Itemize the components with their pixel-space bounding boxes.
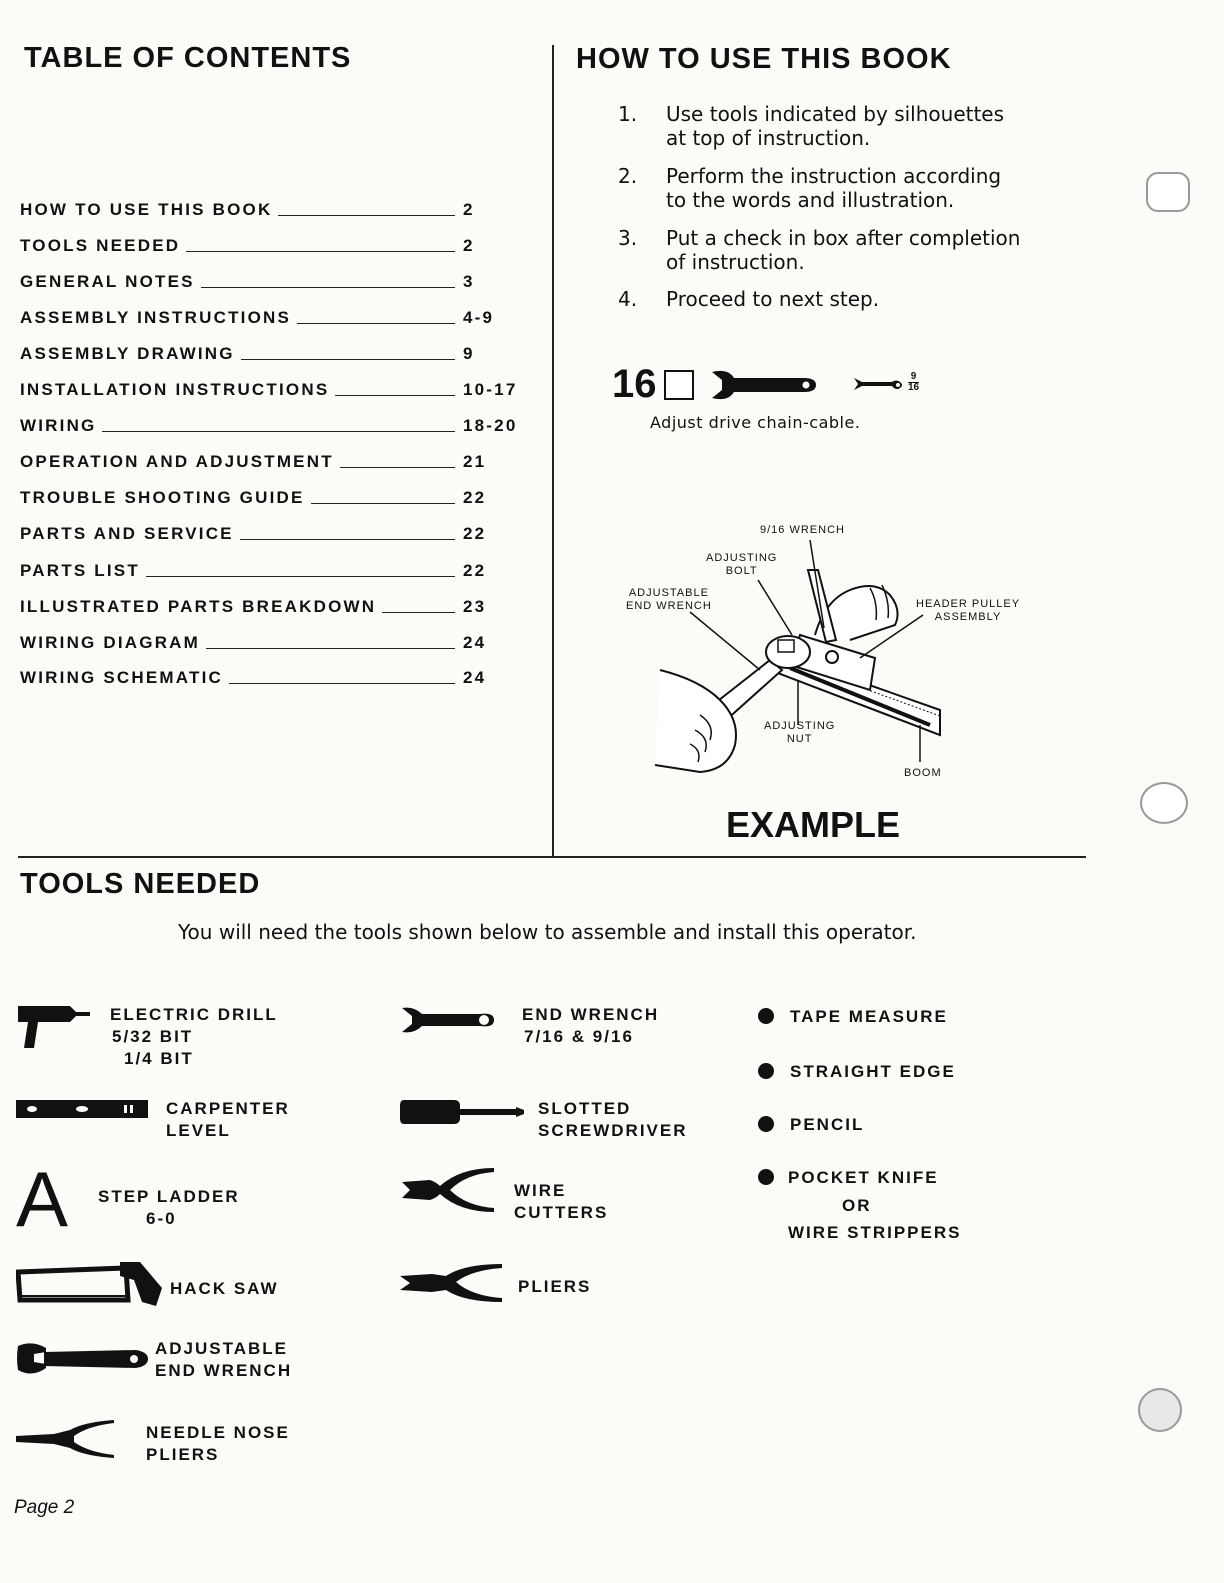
tool-detail: 1/4 BIT (124, 1049, 194, 1068)
tool-detail: 5/32 BIT (112, 1027, 194, 1046)
leader-line (186, 251, 455, 252)
needle-nose-pliers-icon (14, 1418, 118, 1460)
leader-line (297, 323, 455, 324)
tool-detail: 6-0 (146, 1209, 177, 1228)
callout-adjustable-wrench (626, 587, 712, 613)
callout-header-pulley (916, 598, 1020, 624)
tool-name: SLOTTED (538, 1099, 632, 1118)
tool-name: SCREWDRIVER (538, 1121, 688, 1140)
toc-entry[interactable] (20, 557, 525, 581)
binder-hole-middle (1140, 782, 1188, 824)
toc-page: 22 (463, 524, 487, 543)
toc-title: TABLE OF CONTENTS (24, 42, 352, 74)
toc-label: WIRING SCHEMATIC (20, 668, 223, 687)
howto-step-4 (618, 287, 1038, 311)
callout-adjusting-bolt (706, 552, 777, 578)
toc-entry[interactable] (20, 232, 525, 256)
example-instruction: Adjust drive chain-cable. (650, 413, 861, 432)
leader-line (278, 215, 455, 216)
leader-line (241, 359, 455, 360)
example-checkbox[interactable] (664, 370, 694, 400)
toc-label: WIRING DIAGRAM (20, 633, 201, 652)
end-wrench-small-icon (852, 374, 908, 394)
step-text: Use tools indicated by silhouettes (666, 102, 1005, 126)
vertical-divider (552, 45, 554, 857)
toc-entry[interactable] (20, 664, 525, 688)
howto-step-3 (618, 226, 1038, 274)
leader-line (240, 539, 455, 540)
toc-entry[interactable] (20, 629, 525, 653)
howto-title: HOW TO USE THIS BOOK (576, 43, 952, 75)
toc-page: 10-17 (463, 380, 518, 399)
leader-line (335, 395, 455, 396)
callout-9-16-wrench: 9/16 WRENCH (760, 524, 845, 536)
callout-line: NUT (786, 733, 813, 745)
tool-name: STEP LADDER (98, 1187, 240, 1206)
page-number: Page 2 (14, 1497, 75, 1518)
fraction-denominator: 16 (908, 382, 920, 393)
step-number: 1. (618, 102, 638, 126)
toc-page: 24 (463, 668, 487, 687)
adjustable-end-wrench-icon (16, 1340, 150, 1378)
tool-electric-drill (110, 1004, 278, 1070)
tool-slotted-screwdriver (538, 1098, 688, 1142)
toc-label: OPERATION AND ADJUSTMENT (20, 452, 334, 471)
howto-step-2 (618, 164, 1038, 212)
tool-name: ADJUSTABLE (155, 1339, 289, 1358)
toc-page: 24 (463, 633, 487, 652)
binder-hole-bottom (1138, 1388, 1182, 1432)
tool-pencil: PENCIL (790, 1115, 865, 1134)
callout-line: ADJUSTABLE (628, 587, 709, 599)
toc-label: INSTALLATION INSTRUCTIONS (20, 380, 330, 399)
toc-entry[interactable] (20, 268, 525, 292)
toc-label: ASSEMBLY DRAWING (20, 344, 235, 363)
leader-line (206, 648, 455, 649)
howto-step-1 (618, 102, 1038, 150)
callout-line: ASSEMBLY (934, 611, 1002, 623)
tool-name: LEVEL (166, 1121, 231, 1140)
step-number: 4. (618, 287, 638, 311)
toc-label: HOW TO USE THIS BOOK (20, 200, 273, 219)
toc-page: 23 (463, 597, 487, 616)
slotted-screwdriver-icon (400, 1098, 526, 1126)
toc-page: 2 (463, 236, 475, 255)
callout-line: HEADER PULLEY (916, 598, 1021, 610)
step-number: 3. (618, 226, 638, 250)
horizontal-divider (18, 856, 1086, 858)
step-text: at top of instruction. (666, 126, 871, 150)
tool-name: NEEDLE NOSE (146, 1423, 290, 1442)
toc-entry[interactable] (20, 412, 525, 436)
tool-tape-measure: TAPE MEASURE (790, 1007, 948, 1026)
tool-step-ladder (98, 1186, 240, 1230)
tool-carpenter-level (166, 1098, 290, 1142)
wrench-silhouette-icon (708, 368, 820, 402)
toc-page: 22 (463, 561, 487, 580)
callout-line: ADJUSTING (706, 552, 778, 564)
tool-name: PLIERS (518, 1277, 592, 1296)
tool-straight-edge: STRAIGHT EDGE (790, 1062, 956, 1081)
example-label: EXAMPLE (726, 804, 901, 845)
callout-boom: BOOM (904, 767, 942, 779)
electric-drill-icon (16, 1004, 90, 1050)
toc-entry[interactable] (20, 520, 525, 544)
toc-label: ASSEMBLY INSTRUCTIONS (20, 308, 292, 327)
leader-line (311, 503, 455, 504)
toc-entry[interactable] (20, 340, 525, 364)
toc-page: 9 (463, 344, 475, 363)
example-step-number: 16 (612, 362, 657, 406)
carpenter-level-icon (16, 1100, 148, 1118)
leader-line (340, 467, 455, 468)
step-text: Perform the instruction according (666, 164, 1002, 188)
step-text: Put a check in box after completion (666, 226, 1021, 250)
tool-name: PLIERS (146, 1445, 220, 1464)
tools-intro: You will need the tools shown below to assemble and install this operator. (178, 920, 917, 944)
tool-wire-cutters (514, 1180, 608, 1224)
toc-page: 21 (463, 452, 487, 471)
bullet-icon (758, 1116, 774, 1132)
callout-line: ADJUSTING (764, 720, 836, 732)
toc-label: PARTS LIST (20, 561, 140, 580)
tool-name: END WRENCH (522, 1005, 660, 1024)
tool-needle-nose-pliers (146, 1422, 290, 1466)
tool-name: END WRENCH (155, 1361, 293, 1380)
toc-label: TROUBLE SHOOTING GUIDE (20, 488, 305, 507)
bullet-icon (758, 1008, 774, 1024)
toc-entry[interactable] (20, 484, 525, 508)
toc-entry[interactable] (20, 376, 525, 400)
tool-name: WIRE (514, 1181, 567, 1200)
tool-name: CUTTERS (514, 1203, 609, 1222)
toc-label: TOOLS NEEDED (20, 236, 181, 255)
leader-line (382, 612, 455, 613)
leader-line (229, 683, 455, 684)
toc-page: 4-9 (463, 308, 495, 327)
tool-detail: 7/16 & 9/16 (524, 1027, 634, 1046)
toc-entry[interactable] (20, 304, 525, 328)
fraction-numerator: 9 (908, 372, 919, 383)
tool-name: HACK SAW (170, 1279, 279, 1298)
tool-wire-strippers: WIRE STRIPPERS (788, 1223, 962, 1242)
step-text: of instruction. (666, 250, 805, 274)
tool-or: OR (842, 1196, 872, 1215)
step-text: to the words and illustration. (666, 188, 955, 212)
step-ladder-icon: A (16, 1155, 69, 1243)
tool-end-wrench (522, 1004, 659, 1048)
toc-label: ILLUSTRATED PARTS BREAKDOWN (20, 597, 377, 616)
tool-adjustable-end-wrench (155, 1338, 292, 1382)
tool-hack-saw (170, 1278, 279, 1300)
callout-adjusting-nut (764, 720, 835, 746)
toc-entry[interactable] (20, 448, 525, 472)
step-text: Proceed to next step. (666, 287, 880, 311)
leader-line (102, 431, 455, 432)
toc-entry[interactable] (20, 196, 525, 220)
toc-label: GENERAL NOTES (20, 272, 195, 291)
fraction-label (908, 372, 919, 393)
pliers-icon (398, 1262, 506, 1304)
step-number: 2. (618, 164, 638, 188)
toc-page: 18-20 (463, 416, 518, 435)
tools-title: TOOLS NEEDED (20, 868, 261, 900)
leader-line (146, 576, 455, 577)
tool-pocket-knife: POCKET KNIFE (788, 1168, 939, 1187)
bullet-icon (758, 1063, 774, 1079)
end-wrench-icon (400, 1004, 496, 1036)
leader-line (201, 287, 455, 288)
toc-label: WIRING (20, 416, 97, 435)
callout-line: END WRENCH (626, 600, 712, 612)
toc-entry[interactable] (20, 593, 525, 617)
wire-cutters-icon (400, 1166, 496, 1214)
toc-label: PARTS AND SERVICE (20, 524, 234, 543)
hack-saw-icon (16, 1260, 164, 1310)
tool-name: ELECTRIC DRILL (110, 1005, 278, 1024)
tool-name: CARPENTER (166, 1099, 290, 1118)
bullet-icon (758, 1169, 774, 1185)
toc-page: 2 (463, 200, 475, 219)
toc-page: 22 (463, 488, 487, 507)
toc-page: 3 (463, 272, 475, 291)
tool-pliers (518, 1276, 591, 1298)
binder-hole-top (1146, 172, 1190, 212)
callout-line: BOLT (725, 565, 758, 577)
